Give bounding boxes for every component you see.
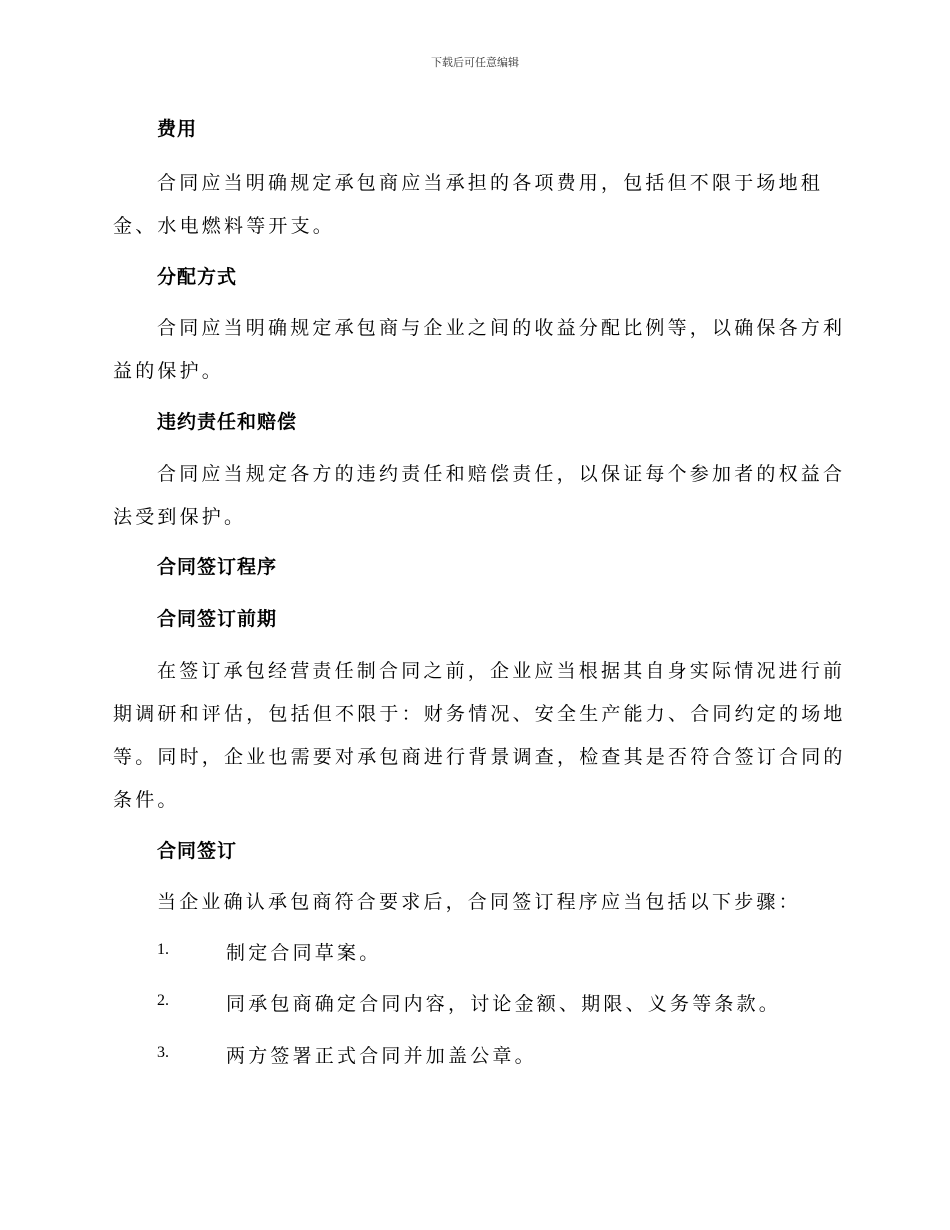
paragraph-line: 合同应当明确规定承包商应当承担的各项费用，包括但不限于场地租 (157, 172, 824, 194)
paragraph-line: 益的保护。 (113, 360, 225, 382)
list-item-text: 同承包商确定合同内容，讨论金额、期限、义务等条款。 (226, 993, 782, 1015)
section-heading-procedure: 合同签订程序 (157, 556, 278, 578)
paragraph-line: 合同应当明确规定承包商与企业之间的收益分配比例等，以确保各方利 (157, 317, 846, 339)
paragraph-line: 期调研和评估，包括但不限于：财务情况、安全生产能力、合同约定的场地 (113, 703, 846, 725)
paragraph-line: 金、水电燃料等开支。 (113, 215, 336, 237)
list-number: 1. (157, 941, 169, 958)
section-heading-distribution: 分配方式 (157, 266, 238, 288)
page-header: 下载后可任意编辑 (431, 56, 519, 69)
paragraph-line: 合同应当规定各方的违约责任和赔偿责任，以保证每个参加者的权益合 (157, 463, 846, 485)
section-heading-liability: 违约责任和赔偿 (157, 411, 298, 433)
section-heading-preliminary: 合同签订前期 (157, 608, 278, 630)
paragraph-line: 条件。 (113, 789, 180, 811)
list-item-text: 制定合同草案。 (226, 942, 382, 964)
paragraph-line: 法受到保护。 (113, 506, 247, 528)
section-heading-signing: 合同签订 (157, 840, 238, 862)
list-number: 3. (157, 1044, 169, 1061)
paragraph-line: 等。同时，企业也需要对承包商进行背景调查，检查其是否符合签订合同的 (113, 746, 846, 768)
paragraph-line: 当企业确认承包商符合要求后，合同签订程序应当包括以下步骤： (157, 891, 801, 913)
paragraph-line: 在签订承包经营责任制合同之前，企业应当根据其自身实际情况进行前 (157, 660, 846, 682)
list-number: 2. (157, 992, 169, 1009)
section-heading-fee: 费用 (157, 118, 198, 140)
list-item-text: 两方签署正式合同并加盖公章。 (226, 1045, 537, 1067)
